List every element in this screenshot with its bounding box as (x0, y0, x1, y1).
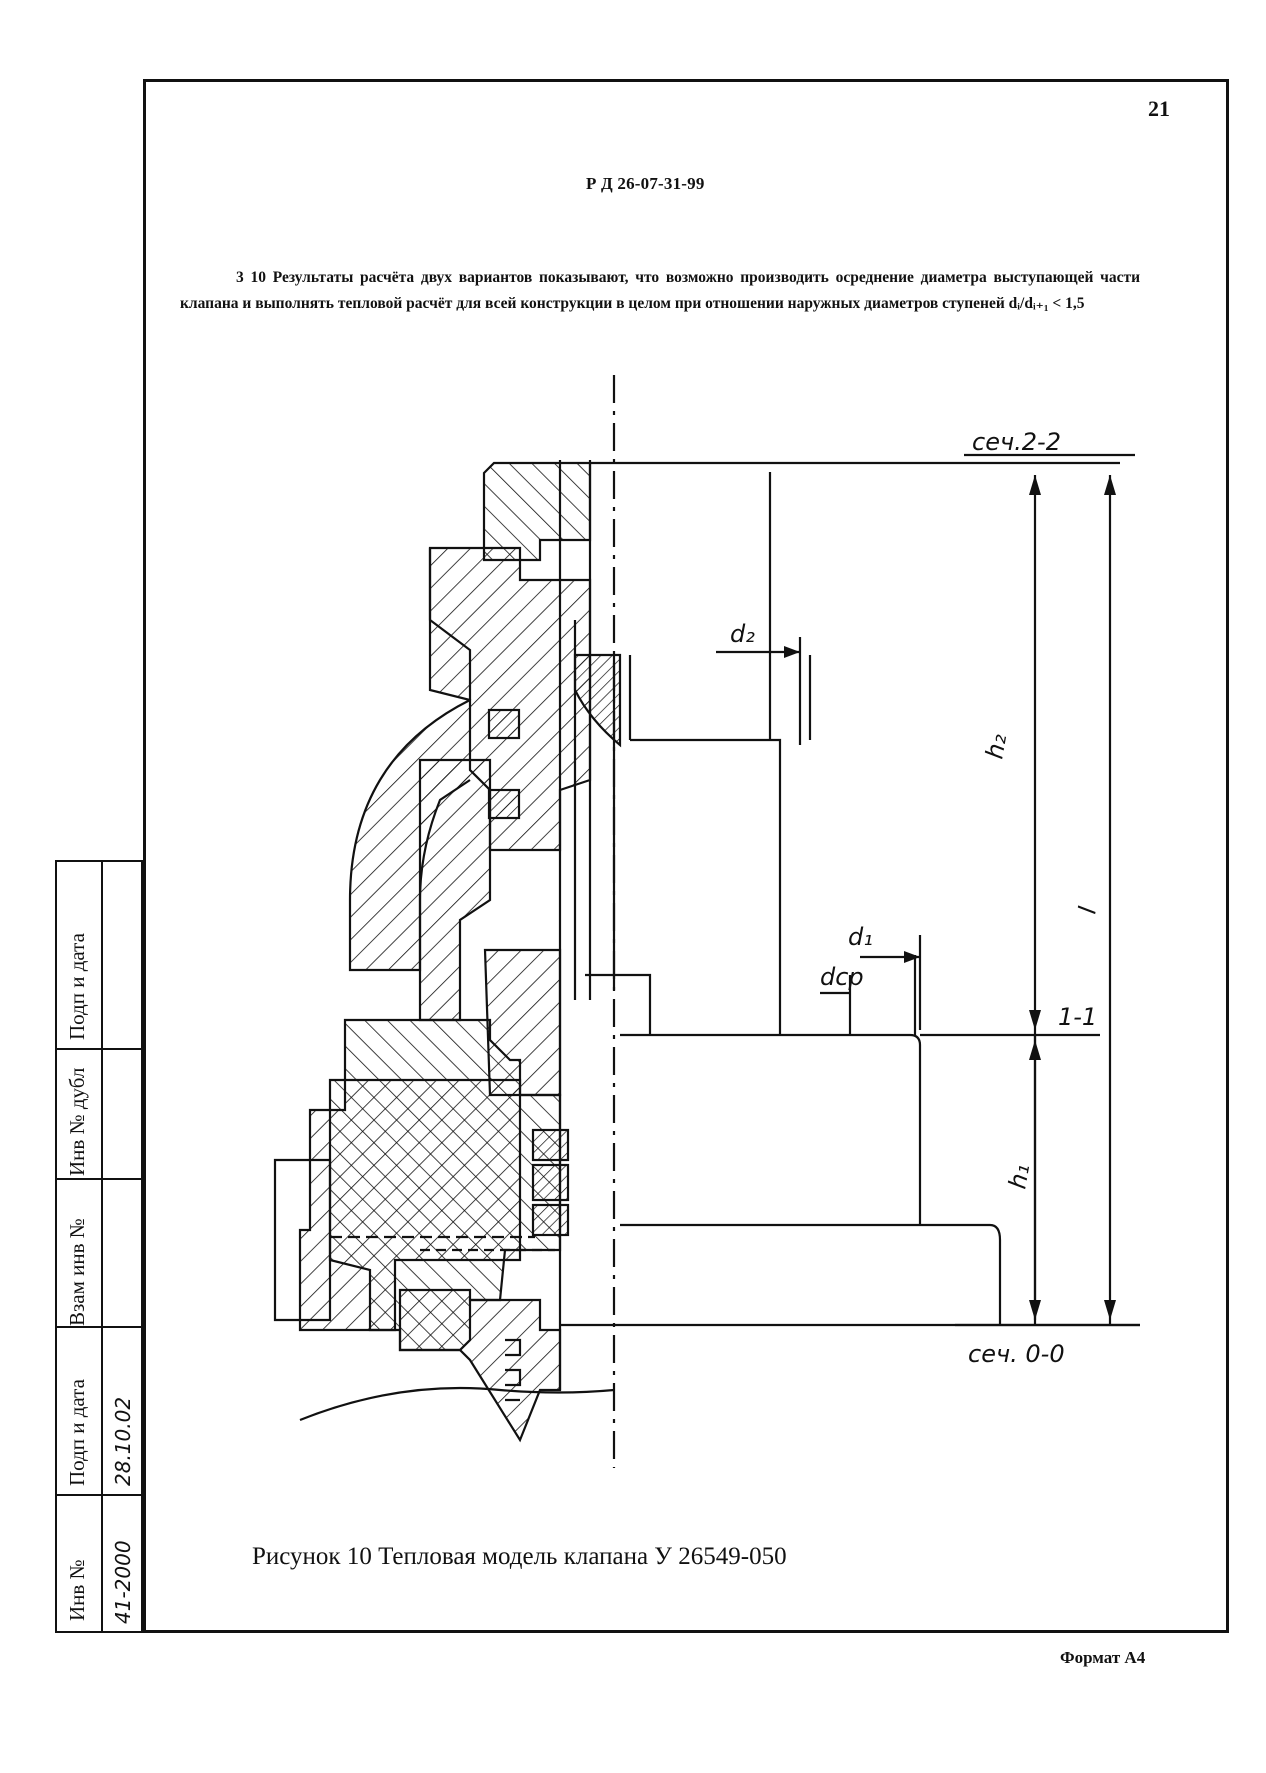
stamp-sidebar (55, 860, 143, 1633)
stamp-label: Инв № дубл (65, 1067, 89, 1176)
paragraph-number: 3 10 (236, 269, 266, 286)
figure-caption: Рисунок 10 Тепловая модель клапана У 26549-050 (252, 1543, 787, 1570)
h2-label: h₂ (980, 731, 1013, 762)
stamp-cell (55, 1326, 143, 1496)
section-2-2-label: сеч.2-2 (972, 428, 1061, 456)
stamp-label: Подп и дата (65, 933, 89, 1040)
l-label: l (1073, 904, 1103, 917)
stamp-cell (55, 1494, 143, 1633)
section-1-1-label: 1-1 (1058, 1003, 1098, 1031)
document-code: Р Д 26-07-31-99 (586, 174, 705, 193)
page-number: 21 (1148, 96, 1170, 121)
stamp-cell (55, 860, 143, 1050)
h1-label: h₁ (1003, 1161, 1036, 1192)
stamp-cell (55, 1048, 143, 1180)
d1-label: d₁ (848, 923, 873, 951)
d2-label: d₂ (730, 620, 755, 648)
stamp-label: Подп и дата (65, 1379, 89, 1486)
format-label: Формат А4 (1060, 1648, 1146, 1667)
stamp-label: Взам инв № (65, 1218, 89, 1326)
stamp-cell (55, 1178, 143, 1328)
stamp-label: Инв № (65, 1559, 89, 1621)
paragraph-text: Результаты расчёта двух вариантов показывают, что возможно производить осреднение диаметра выступающей части клапана и выполнять тепловой расчёт для всей конструкции в целом при отношении наружных диаметров ступеней dᵢ/dᵢ₊₁ < 1,5 (180, 269, 1141, 312)
dcp-label: dср (820, 963, 864, 991)
stamp-signature-date: 28.10.02 (111, 1396, 135, 1486)
stamp-inventory-number: 41-2000 (111, 1540, 135, 1624)
section-0-0-label: сеч. 0-0 (968, 1340, 1065, 1368)
